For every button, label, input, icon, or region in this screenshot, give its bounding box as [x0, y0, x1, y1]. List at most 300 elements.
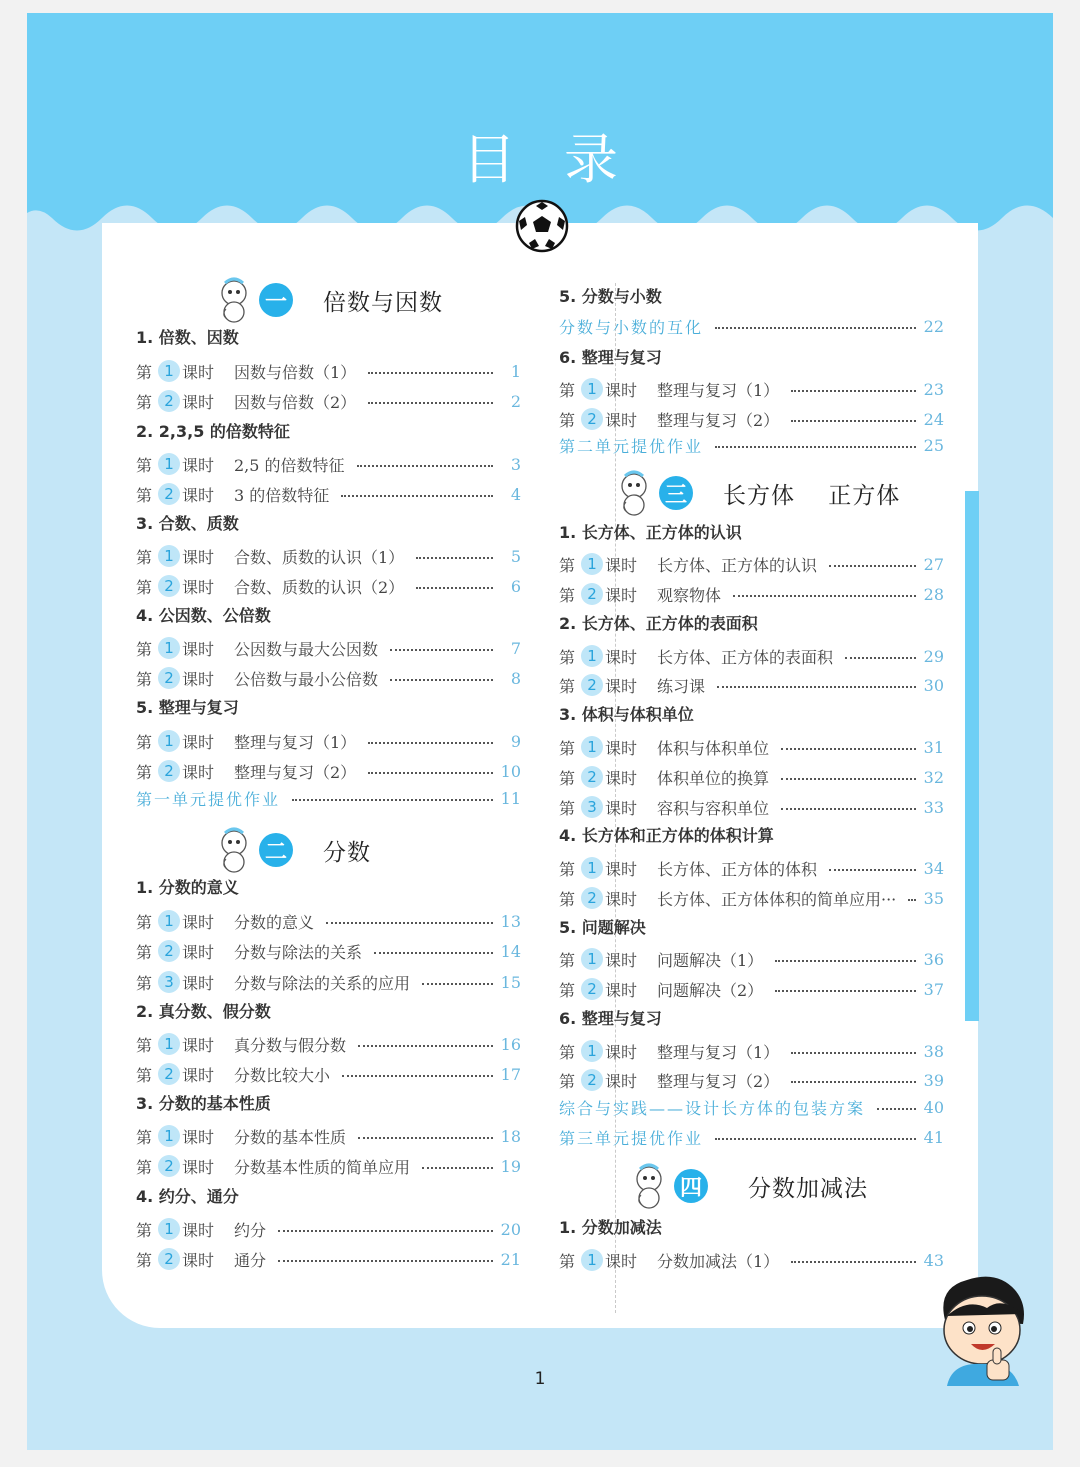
dot-leader	[775, 990, 916, 992]
entry-page-number: 2	[510, 391, 521, 411]
entry-page-number: 41	[923, 1127, 944, 1147]
entry-title: 分数与小数的互化	[559, 317, 704, 337]
entry-title: 分数与除法的关系	[234, 942, 363, 962]
entry-page-number: 38	[923, 1041, 944, 1061]
page-title: 目录	[462, 128, 666, 191]
page	[27, 13, 1053, 1450]
entry-page-number: 8	[510, 668, 521, 688]
lesson-suffix: 课时	[605, 768, 638, 788]
lesson-number-badge: 1	[581, 857, 603, 879]
lesson-suffix: 课时	[182, 942, 215, 962]
toc-entry[interactable]	[559, 855, 944, 881]
entry-page-number: 6	[510, 576, 521, 596]
lesson-number-badge: 2	[158, 390, 180, 412]
lesson-suffix: 课时	[182, 577, 215, 597]
right-decor-strip	[965, 491, 979, 1021]
section-heading: 1. 分数的意义	[136, 878, 239, 897]
entry-title: 第一单元提优作业	[136, 789, 281, 809]
entry-title: 长方体、正方体体积的简单应用···	[657, 889, 897, 909]
lesson-prefix: 第	[136, 547, 153, 567]
lesson-number-badge: 1	[581, 378, 603, 400]
entry-title: 分数基本性质的简单应用	[234, 1157, 411, 1177]
lesson-prefix: 第	[136, 577, 153, 597]
dot-leader	[775, 960, 916, 962]
section-heading: 1. 分数加减法	[559, 1218, 662, 1237]
lesson-prefix: 第	[136, 762, 153, 782]
toc-entry[interactable]	[559, 581, 944, 607]
lesson-number-badge: 1	[158, 453, 180, 475]
lesson-number-badge: 1	[158, 1033, 180, 1055]
entry-title: 约分	[234, 1220, 267, 1240]
dot-leader	[877, 1108, 916, 1110]
lesson-prefix: 第	[136, 1127, 153, 1147]
lesson-suffix: 课时	[182, 362, 215, 382]
toc-entry[interactable]	[559, 406, 944, 432]
dot-leader	[358, 1137, 493, 1139]
toc-entry[interactable]	[136, 573, 521, 599]
dot-leader	[278, 1230, 493, 1232]
dot-leader	[791, 390, 916, 392]
entry-title: 第二单元提优作业	[559, 436, 704, 456]
entry-title: 整理与复习（1）	[657, 380, 780, 400]
toc-entry[interactable]	[559, 885, 944, 911]
dot-leader	[781, 808, 916, 810]
mascot-icon	[617, 470, 651, 516]
lesson-prefix: 第	[136, 639, 153, 659]
lesson-suffix: 课时	[605, 980, 638, 1000]
dot-leader	[781, 748, 916, 750]
entry-page-number: 9	[510, 731, 521, 751]
section-heading: 2. 2,3,5 的倍数特征	[136, 422, 290, 441]
toc-entry[interactable]	[559, 1067, 944, 1093]
lesson-suffix: 课时	[182, 762, 215, 782]
dot-leader	[791, 1052, 916, 1054]
lesson-prefix: 第	[559, 380, 576, 400]
entry-title: 体积单位的换算	[657, 768, 770, 788]
entry-title: 分数加减法（1）	[657, 1251, 780, 1271]
lesson-suffix: 课时	[182, 912, 215, 932]
entry-page-number: 30	[923, 675, 944, 695]
lesson-number-badge: 3	[581, 796, 603, 818]
lesson-suffix: 课时	[182, 639, 215, 659]
entry-page-number: 17	[500, 1064, 521, 1084]
toc-entry[interactable]	[136, 635, 521, 661]
entry-page-number: 35	[923, 888, 944, 908]
dot-leader	[791, 1081, 916, 1083]
unit-badge: 一	[259, 283, 293, 317]
unit-title: 倍数与因数	[323, 289, 443, 316]
entry-title: 长方体、正方体的表面积	[657, 647, 834, 667]
dot-leader	[715, 327, 916, 329]
unit-title: 长方体 正方体	[723, 482, 901, 509]
lesson-number-badge: 2	[158, 667, 180, 689]
section-heading: 3. 合数、质数	[136, 514, 239, 533]
entry-title: 整理与复习（2）	[657, 1071, 780, 1091]
lesson-prefix: 第	[136, 1220, 153, 1240]
entry-title: 综合与实践——设计长方体的包装方案	[559, 1098, 866, 1118]
entry-page-number: 14	[500, 941, 521, 961]
lesson-prefix: 第	[559, 980, 576, 1000]
unit-badge: 二	[259, 833, 293, 867]
entry-page-number: 7	[510, 638, 521, 658]
dot-leader	[717, 686, 916, 688]
lesson-suffix: 课时	[182, 455, 215, 475]
toc-entry[interactable]	[136, 1123, 521, 1149]
dot-leader	[715, 446, 916, 448]
toc-entry[interactable]	[136, 785, 521, 811]
dot-leader	[829, 565, 916, 567]
entry-page-number: 36	[923, 949, 944, 969]
lesson-number-badge: 1	[158, 1218, 180, 1240]
section-heading: 1. 长方体、正方体的认识	[559, 523, 742, 542]
soccer-ball-icon	[515, 199, 569, 253]
toc-entry[interactable]	[136, 1246, 521, 1272]
mascot-icon	[217, 827, 251, 873]
toc-entry[interactable]	[559, 1124, 944, 1150]
lesson-number-badge: 2	[581, 978, 603, 1000]
toc-entry[interactable]	[559, 946, 944, 972]
lesson-suffix: 课时	[182, 1157, 215, 1177]
lesson-number-badge: 2	[581, 887, 603, 909]
dot-leader	[292, 799, 493, 801]
lesson-number-badge: 2	[581, 766, 603, 788]
dot-leader	[390, 649, 493, 651]
lesson-suffix: 课时	[605, 555, 638, 575]
mascot-icon	[632, 1163, 666, 1209]
lesson-suffix: 课时	[605, 1251, 638, 1271]
dot-leader	[416, 587, 493, 589]
lesson-suffix: 课时	[605, 1042, 638, 1062]
entry-title: 真分数与假分数	[234, 1035, 347, 1055]
section-heading: 6. 整理与复习	[559, 1009, 662, 1028]
toc-entry[interactable]	[136, 1061, 521, 1087]
lesson-number-badge: 1	[581, 645, 603, 667]
toc-entry[interactable]	[559, 432, 944, 458]
entry-page-number: 22	[923, 316, 944, 336]
lesson-prefix: 第	[136, 1035, 153, 1055]
lesson-number-badge: 2	[158, 1248, 180, 1270]
dot-leader	[342, 1075, 493, 1077]
lesson-suffix: 课时	[182, 547, 215, 567]
entry-title: 整理与复习（2）	[657, 410, 780, 430]
entry-title: 合数、质数的认识（1）	[234, 547, 405, 567]
dot-leader	[390, 679, 493, 681]
entry-title: 公因数与最大公因数	[234, 639, 379, 659]
entry-title: 体积与体积单位	[657, 738, 770, 758]
lesson-number-badge: 1	[158, 910, 180, 932]
lesson-number-badge: 2	[158, 575, 180, 597]
lesson-suffix: 课时	[182, 732, 215, 752]
entry-title: 问题解决（2）	[657, 980, 764, 1000]
lesson-prefix: 第	[136, 1157, 153, 1177]
section-heading: 3. 体积与体积单位	[559, 705, 694, 724]
mascot-icon	[217, 277, 251, 323]
toc-entry[interactable]	[136, 908, 521, 934]
lesson-prefix: 第	[136, 362, 153, 382]
entry-page-number: 16	[500, 1034, 521, 1054]
lesson-prefix: 第	[559, 410, 576, 430]
lesson-prefix: 第	[559, 647, 576, 667]
dot-leader	[829, 869, 916, 871]
toc-entry[interactable]	[136, 358, 521, 384]
entry-title: 分数的基本性质	[234, 1127, 347, 1147]
lesson-suffix: 课时	[182, 669, 215, 689]
dot-leader	[791, 420, 916, 422]
dot-leader	[368, 372, 493, 374]
entry-page-number: 28	[923, 584, 944, 604]
entry-title: 问题解决（1）	[657, 950, 764, 970]
dot-leader	[791, 1261, 916, 1263]
dot-leader	[781, 778, 916, 780]
dot-leader	[422, 983, 493, 985]
section-heading: 4. 约分、通分	[136, 1187, 239, 1206]
entry-title: 第三单元提优作业	[559, 1128, 704, 1148]
lesson-number-badge: 1	[158, 545, 180, 567]
entry-title: 分数的意义	[234, 912, 315, 932]
lesson-suffix: 课时	[605, 1071, 638, 1091]
entry-title: 分数比较大小	[234, 1065, 331, 1085]
unit-title: 分数	[323, 839, 371, 866]
dot-leader	[357, 465, 493, 467]
lesson-suffix: 课时	[182, 485, 215, 505]
toc-entry[interactable]	[559, 1038, 944, 1064]
toc-entry[interactable]	[136, 728, 521, 754]
entry-title: 长方体、正方体的认识	[657, 555, 818, 575]
entry-page-number: 4	[510, 484, 521, 504]
toc-entry[interactable]	[136, 543, 521, 569]
toc-entry[interactable]	[559, 1247, 944, 1273]
lesson-suffix: 课时	[605, 738, 638, 758]
entry-page-number: 13	[500, 911, 521, 931]
entry-page-number: 40	[923, 1097, 944, 1117]
lesson-prefix: 第	[559, 950, 576, 970]
entry-page-number: 43	[923, 1250, 944, 1270]
section-heading: 5. 整理与复习	[136, 698, 239, 717]
lesson-prefix: 第	[136, 732, 153, 752]
lesson-prefix: 第	[136, 455, 153, 475]
dot-leader	[733, 595, 916, 597]
section-heading: 2. 长方体、正方体的表面积	[559, 614, 758, 633]
lesson-prefix: 第	[136, 912, 153, 932]
lesson-suffix: 课时	[182, 392, 215, 412]
entry-page-number: 3	[510, 454, 521, 474]
lesson-number-badge: 2	[158, 1063, 180, 1085]
section-heading: 2. 真分数、假分数	[136, 1002, 271, 1021]
entry-page-number: 19	[500, 1156, 521, 1176]
page-number: 1	[534, 1369, 546, 1389]
dot-leader	[368, 402, 493, 404]
entry-title: 公倍数与最小公倍数	[234, 669, 379, 689]
entry-title: 因数与倍数（1）	[234, 362, 357, 382]
entry-page-number: 20	[500, 1219, 521, 1239]
entry-page-number: 18	[500, 1126, 521, 1146]
entry-title: 整理与复习（1）	[234, 732, 357, 752]
unit-heading	[617, 468, 900, 518]
section-heading: 1. 倍数、因数	[136, 328, 239, 347]
toc-entry[interactable]	[136, 1153, 521, 1179]
entry-page-number: 31	[923, 737, 944, 757]
entry-page-number: 11	[500, 788, 521, 808]
entry-title: 因数与倍数（2）	[234, 392, 357, 412]
entry-title: 通分	[234, 1250, 267, 1270]
toc-entry[interactable]	[559, 313, 944, 339]
lesson-suffix: 课时	[605, 889, 638, 909]
entry-title: 容积与容积单位	[657, 798, 770, 818]
lesson-suffix: 课时	[605, 380, 638, 400]
toc-entry[interactable]	[136, 481, 521, 507]
lesson-prefix: 第	[136, 973, 153, 993]
entry-title: 整理与复习（1）	[657, 1042, 780, 1062]
toc-entry[interactable]	[559, 376, 944, 402]
lesson-suffix: 课时	[605, 647, 638, 667]
entry-page-number: 24	[923, 409, 944, 429]
toc-entry[interactable]	[136, 451, 521, 477]
dot-leader	[845, 657, 916, 659]
toc-entry[interactable]	[136, 938, 521, 964]
lesson-prefix: 第	[559, 1042, 576, 1062]
dot-leader	[368, 772, 493, 774]
entry-page-number: 34	[923, 858, 944, 878]
toc-entry[interactable]	[559, 672, 944, 698]
lesson-prefix: 第	[136, 669, 153, 689]
lesson-number-badge: 2	[581, 583, 603, 605]
dot-leader	[358, 1045, 493, 1047]
lesson-number-badge: 2	[158, 483, 180, 505]
section-heading: 4. 公因数、公倍数	[136, 606, 271, 625]
lesson-prefix: 第	[559, 585, 576, 605]
toc-entry[interactable]	[136, 1216, 521, 1242]
lesson-number-badge: 1	[158, 360, 180, 382]
entry-page-number: 33	[923, 797, 944, 817]
entry-page-number: 1	[510, 361, 521, 381]
entry-title: 合数、质数的认识（2）	[234, 577, 405, 597]
lesson-prefix: 第	[559, 676, 576, 696]
entry-page-number: 23	[923, 379, 944, 399]
toc-entry[interactable]	[559, 643, 944, 669]
dot-leader	[278, 1260, 493, 1262]
entry-page-number: 25	[923, 435, 944, 455]
lesson-number-badge: 2	[581, 1069, 603, 1091]
lesson-prefix: 第	[136, 485, 153, 505]
lesson-suffix: 课时	[605, 798, 638, 818]
lesson-prefix: 第	[559, 1071, 576, 1091]
lesson-suffix: 课时	[182, 973, 215, 993]
unit-heading	[632, 1161, 868, 1211]
unit-heading	[217, 825, 371, 875]
section-heading: 4. 长方体和正方体的体积计算	[559, 826, 774, 845]
lesson-prefix: 第	[559, 768, 576, 788]
entry-title: 3 的倍数特征	[234, 485, 330, 505]
entry-page-number: 27	[923, 554, 944, 574]
lesson-suffix: 课时	[605, 410, 638, 430]
entry-page-number: 37	[923, 979, 944, 999]
lesson-number-badge: 3	[158, 971, 180, 993]
lesson-prefix: 第	[136, 392, 153, 412]
toc-entry[interactable]	[136, 388, 521, 414]
lesson-suffix: 课时	[182, 1220, 215, 1240]
section-heading: 5. 分数与小数	[559, 287, 662, 306]
entry-title: 观察物体	[657, 585, 722, 605]
lesson-prefix: 第	[559, 859, 576, 879]
lesson-number-badge: 1	[581, 948, 603, 970]
dot-leader	[416, 557, 493, 559]
toc-entry[interactable]	[559, 976, 944, 1002]
toc-entry[interactable]	[136, 758, 521, 784]
lesson-suffix: 课时	[182, 1127, 215, 1147]
toc-entry[interactable]	[559, 764, 944, 790]
lesson-prefix: 第	[559, 738, 576, 758]
toc-entry[interactable]	[559, 551, 944, 577]
lesson-number-badge: 2	[581, 674, 603, 696]
lesson-prefix: 第	[136, 942, 153, 962]
lesson-number-badge: 2	[581, 408, 603, 430]
lesson-number-badge: 2	[158, 940, 180, 962]
toc-entry[interactable]	[136, 665, 521, 691]
lesson-suffix: 课时	[182, 1250, 215, 1270]
lesson-number-badge: 1	[581, 736, 603, 758]
lesson-suffix: 课时	[605, 859, 638, 879]
lesson-number-badge: 1	[158, 637, 180, 659]
dot-leader	[341, 495, 493, 497]
dot-leader	[422, 1167, 493, 1169]
lesson-suffix: 课时	[182, 1065, 215, 1085]
entry-page-number: 10	[500, 761, 521, 781]
section-heading: 3. 分数的基本性质	[136, 1094, 271, 1113]
unit-title: 分数加减法	[748, 1175, 868, 1202]
entry-page-number: 39	[923, 1070, 944, 1090]
toc-entry[interactable]	[559, 734, 944, 760]
unit-badge: 三	[659, 476, 693, 510]
lesson-number-badge: 1	[581, 1249, 603, 1271]
lesson-suffix: 课时	[605, 585, 638, 605]
entry-title: 整理与复习（2）	[234, 762, 357, 782]
dot-leader	[368, 742, 493, 744]
entry-page-number: 21	[500, 1249, 521, 1269]
lesson-number-badge: 1	[158, 1125, 180, 1147]
lesson-prefix: 第	[559, 1251, 576, 1271]
toc-entry[interactable]	[136, 1031, 521, 1057]
lesson-prefix: 第	[136, 1065, 153, 1085]
entry-page-number: 5	[510, 546, 521, 566]
lesson-suffix: 课时	[605, 676, 638, 696]
section-heading: 5. 问题解决	[559, 918, 646, 937]
lesson-prefix: 第	[559, 798, 576, 818]
entry-page-number: 32	[923, 767, 944, 787]
lesson-number-badge: 2	[158, 1155, 180, 1177]
lesson-number-badge: 1	[581, 1040, 603, 1062]
toc-entry[interactable]	[136, 969, 521, 995]
section-heading: 6. 整理与复习	[559, 348, 662, 367]
dot-leader	[715, 1138, 916, 1140]
entry-title: 分数与除法的关系的应用	[234, 973, 411, 993]
toc-entry[interactable]	[559, 1094, 944, 1120]
entry-page-number: 29	[923, 646, 944, 666]
lesson-prefix: 第	[559, 889, 576, 909]
entry-title: 练习课	[657, 676, 706, 696]
lesson-suffix: 课时	[605, 950, 638, 970]
dot-leader	[374, 952, 493, 954]
lesson-prefix: 第	[559, 555, 576, 575]
unit-heading	[217, 275, 443, 325]
entry-page-number: 15	[500, 972, 521, 992]
dot-leader	[326, 922, 493, 924]
lesson-number-badge: 2	[158, 760, 180, 782]
lesson-suffix: 课时	[182, 1035, 215, 1055]
unit-badge: 四	[674, 1169, 708, 1203]
dot-leader	[908, 899, 916, 901]
lesson-prefix: 第	[136, 1250, 153, 1270]
toc-entry[interactable]	[559, 794, 944, 820]
